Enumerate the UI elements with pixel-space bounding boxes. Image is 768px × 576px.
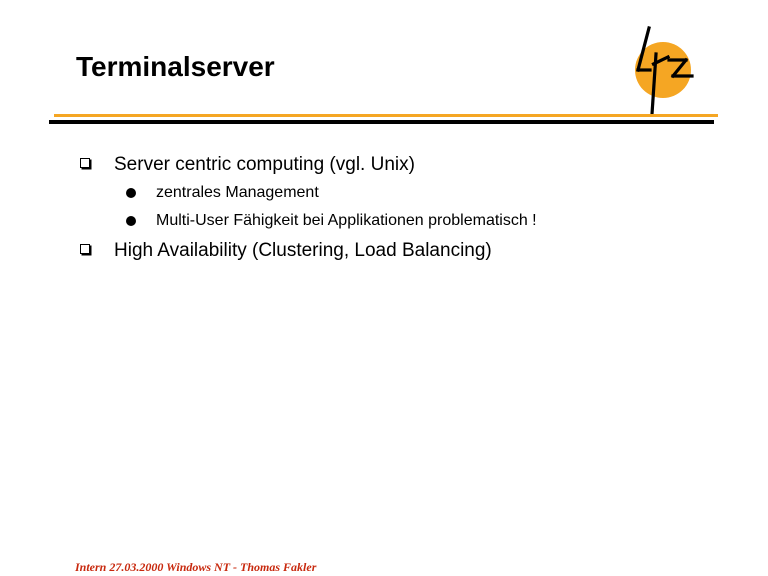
- slide-footer: Intern 27.03.2000 Windows NT - Thomas Fakler: [75, 560, 317, 574]
- square-bullet-icon: [80, 158, 90, 168]
- round-bullet-icon: [126, 188, 136, 198]
- bullet-text: High Availability (Clustering, Load Balancing): [114, 240, 492, 261]
- lrz-logo: [628, 24, 708, 116]
- sub-bullet-text: zentrales Management: [156, 184, 319, 201]
- slide-title: Terminalserver: [76, 51, 275, 82]
- title-underline: [49, 120, 714, 124]
- square-bullet-icon: [80, 244, 90, 254]
- bullet-text: Server centric computing (vgl. Unix): [114, 154, 415, 175]
- title-underline-accent: [54, 114, 718, 117]
- round-bullet-icon: [126, 216, 136, 226]
- sub-bullet-text: Multi-User Fähigkeit bei Applikationen problematisch !: [156, 212, 537, 229]
